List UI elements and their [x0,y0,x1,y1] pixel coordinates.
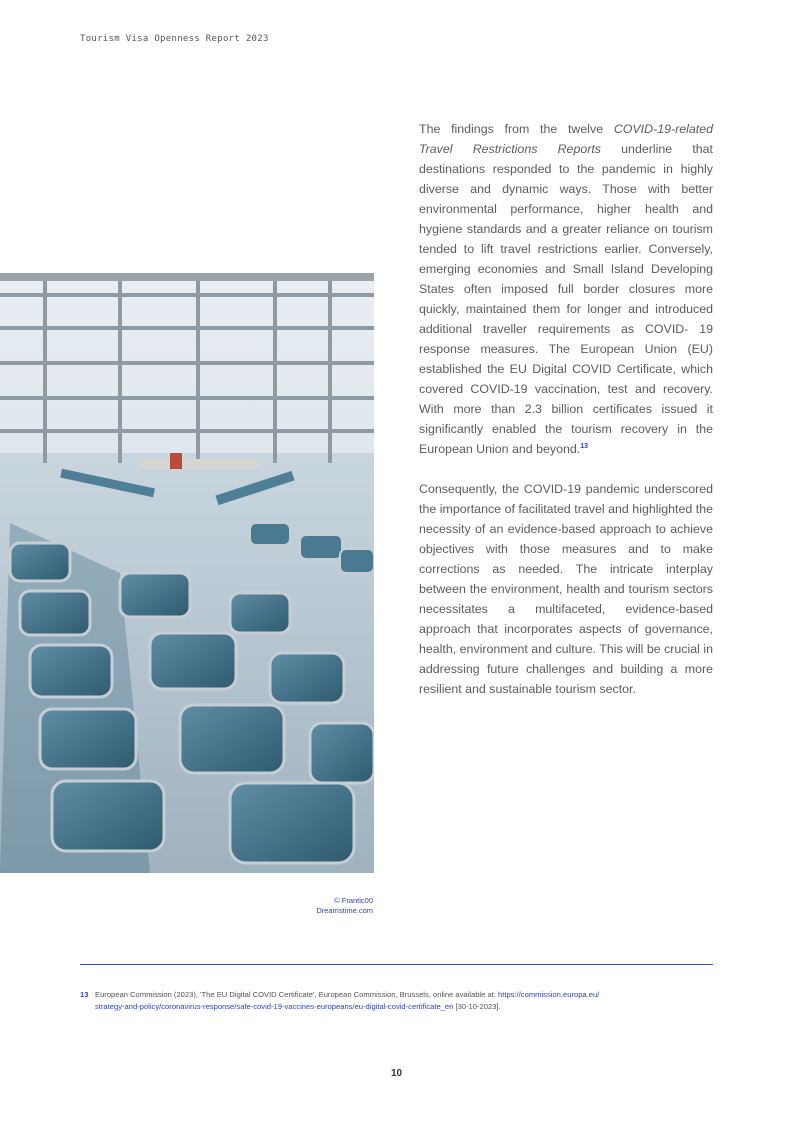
footnote-ref[interactable]: 13 [580,442,589,450]
running-header: Tourism Visa Openness Report 2023 [80,34,269,44]
footnote-link-part-2[interactable]: strategy-and-policy/coronavirus-response/safe-covid-19-vaccines-europeans/eu-digital-covid-certificate_en [95,1002,454,1011]
footnote-link-part-1[interactable]: https://commission.europa.eu/ [498,990,600,999]
photo-illustration [0,273,374,873]
airport-lounge-photo [0,273,374,873]
paragraph-2: Consequently, the COVID-19 pandemic underscored the importance of facilitated travel and highlighted the necessity of an evidence-based approach to achieve objectives with those measures and to make corrections as needed. The intricate interplay between the environment, health and tourism sectors necessitates a multifaceted, evidence-based approach that incorporates aspects of governance, health, environment and culture. This will be crucial in addressing future challenges and building a more resilient and sustainable tourism sector. [419,482,713,696]
photo-credit [316,896,373,916]
p1-body: underline that destinations responded to the pandemic in highly diverse and dynamic ways. Those with better environmental performance, higher health and hygiene standards and a greater reliance on tourism tended to lift travel restrictions earlier. Conversely, emerging economies and Small Island Developing States often imposed full border closures more quickly, maintained them for longer and introduced additional traveller requirements as COVID- 19 response measures. The European Union (EU) established the EU Digital COVID Certificate, which covered COVID-19 vaccination, test and recovery. With more than 2.3 billion certificates issued it significantly enabled the tourism recovery in the European Union and beyond. [419,142,713,456]
report-title: COVID-19-related Travel Restrictions Reports [419,122,713,156]
footnote [80,989,713,1013]
credit-line-1: © Frantic00 [334,896,373,905]
footnote-date: [30-10-2023]. [453,1002,501,1011]
paragraph-1 [419,119,713,459]
body-text [419,119,713,719]
page-number: 10 [390,1068,403,1079]
p1-lead: The findings from the twelve [419,122,614,136]
credit-line-2: Dreamstime.com [316,906,373,915]
footnote-divider [80,964,713,965]
footnote-text: European Commission (2023), 'The EU Digital COVID Certificate', European Commission, Brussels, online available at: [95,990,499,999]
footnote-number: 13 [80,990,89,999]
